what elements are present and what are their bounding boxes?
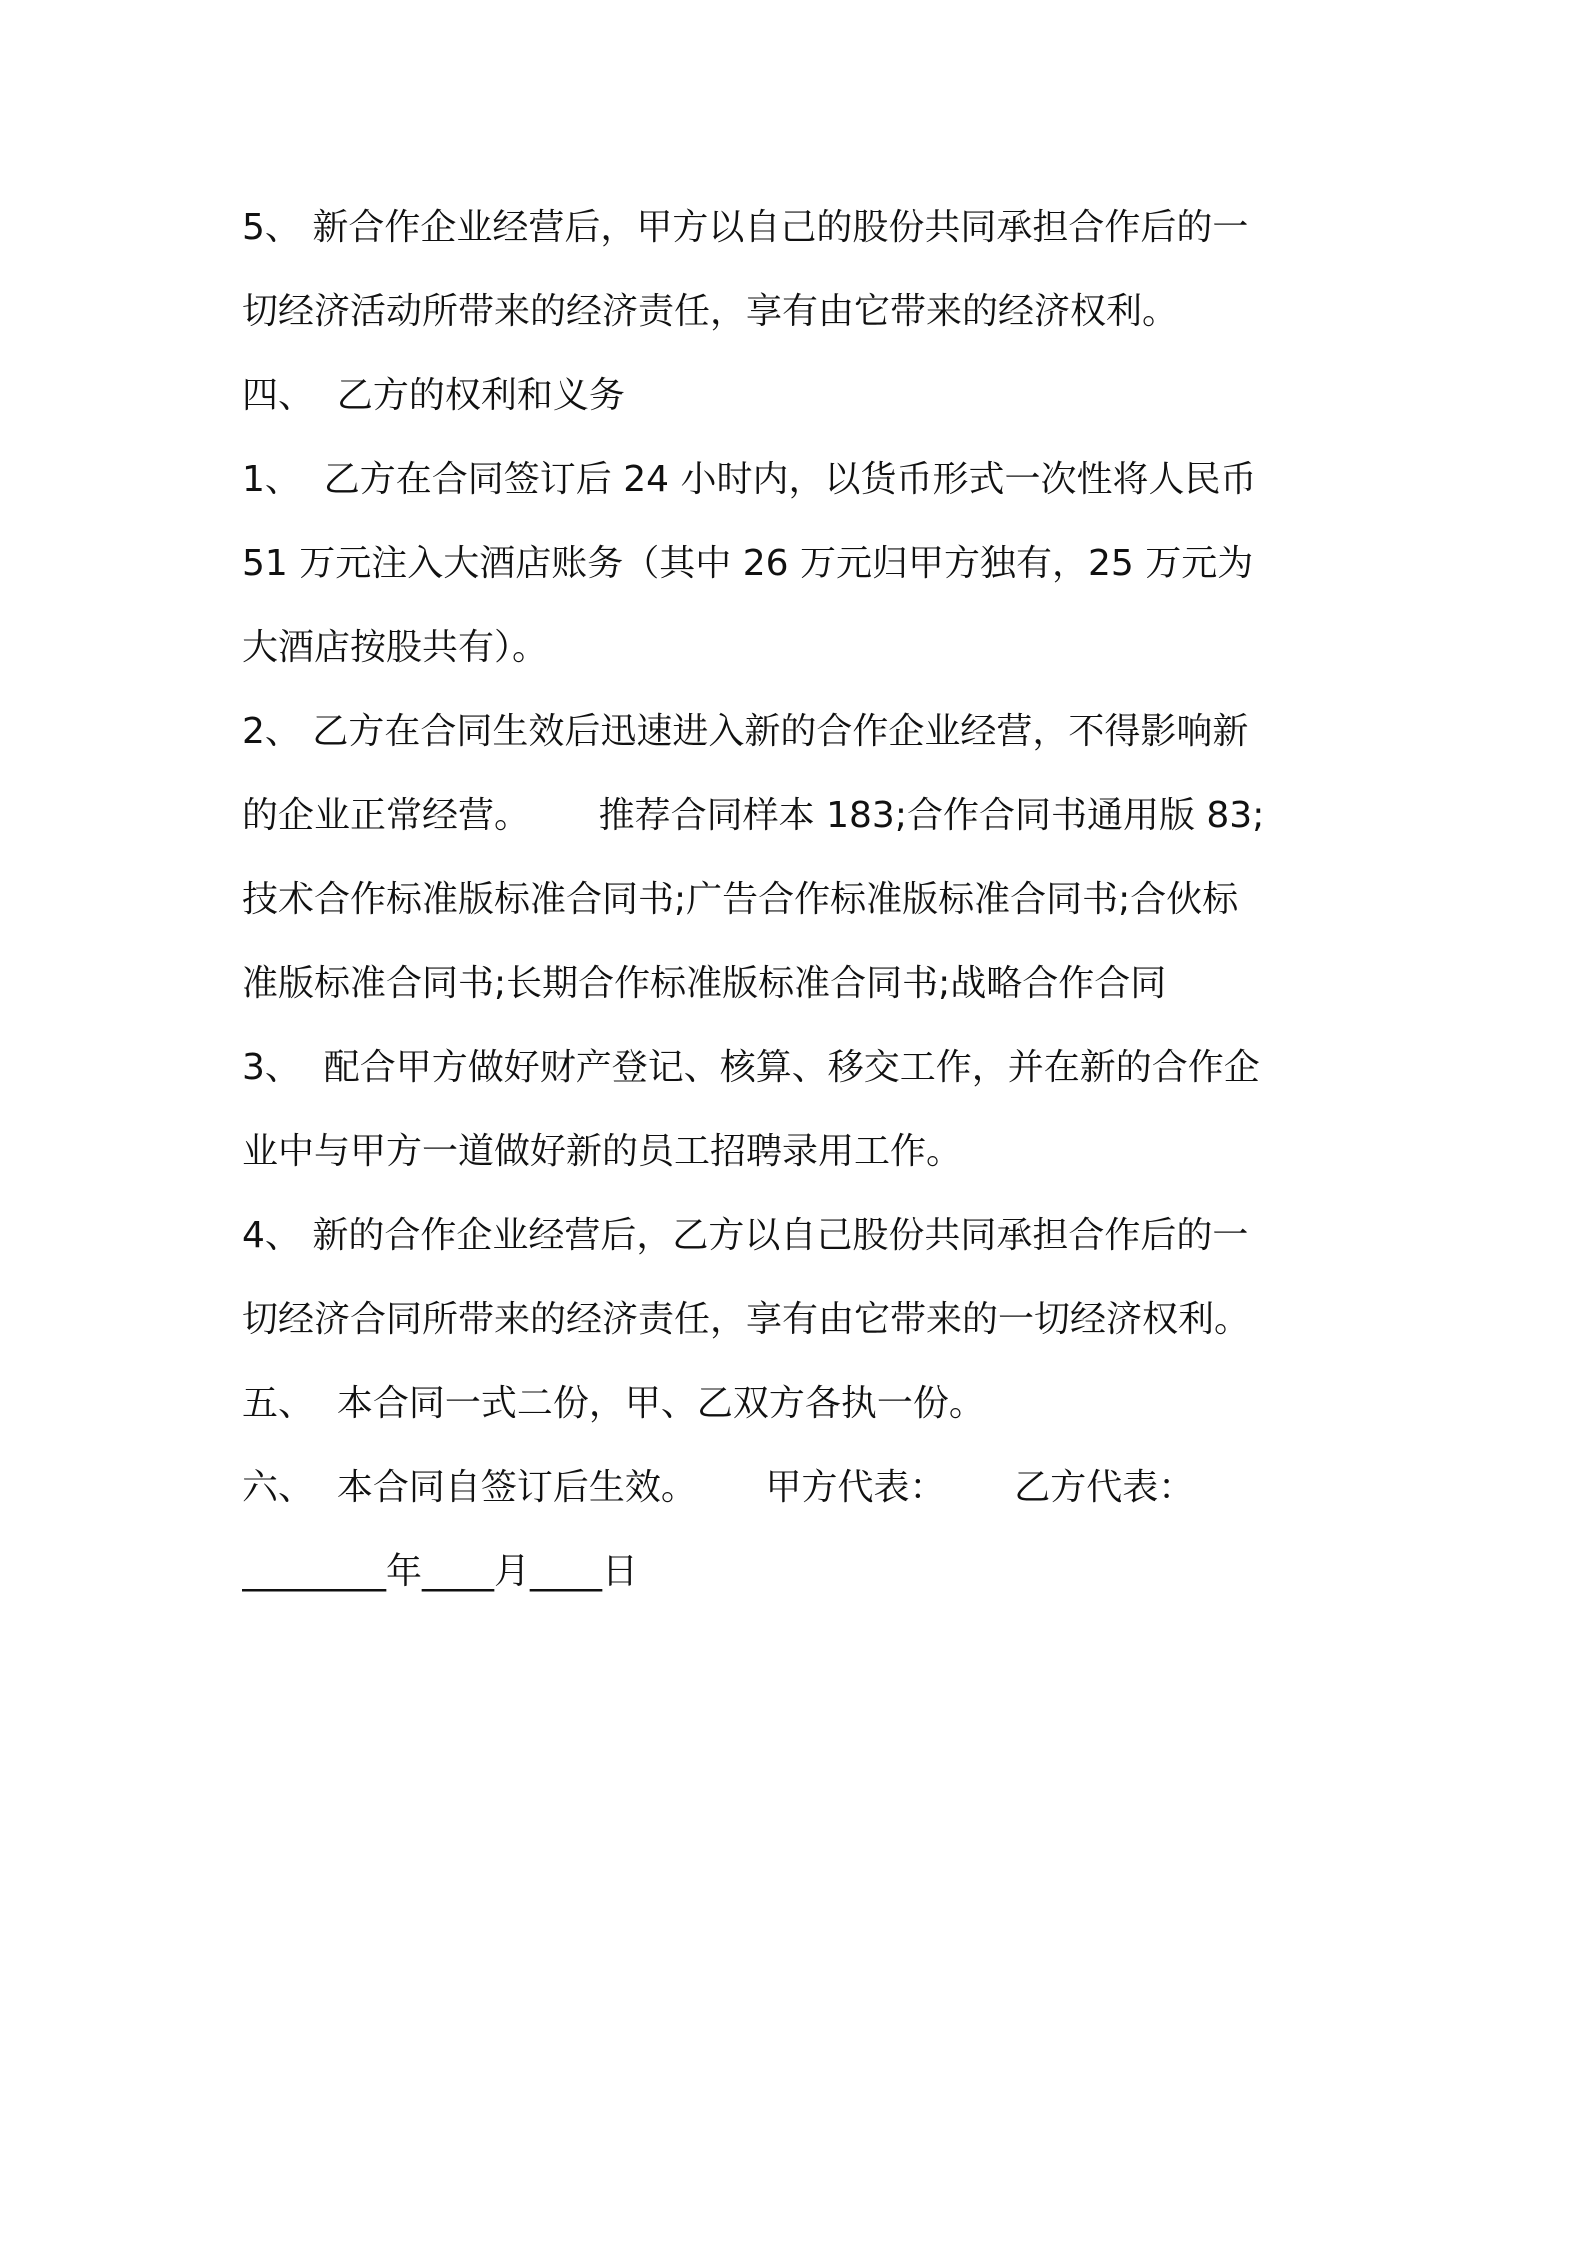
clause-b3-line-1: 3、 配合甲方做好财产登记、核算、移交工作，并在新的合作企 [242, 1047, 1260, 1088]
clause-b4-line-1: 4、 新的合作企业经营后，乙方以自己股份共同承担合作后的一 [242, 1215, 1249, 1256]
clause-b2-line-3: 技术合作标准版标准合同书;广告合作标准版标准合同书;合伙标 [242, 879, 1239, 920]
clause-5-line-1: 5、 新合作企业经营后，甲方以自己的股份共同承担合作后的一 [242, 207, 1249, 248]
clause-b2-line-2: 的企业正常经营。 推荐合同样本 183;合作合同书通用版 83; [242, 795, 1265, 836]
section-4-heading: 四、 乙方的权利和义务 [242, 375, 625, 416]
clause-b4-line-2: 切经济合同所带来的经济责任，享有由它带来的一切经济权利。 [242, 1299, 1251, 1340]
section-5-line: 五、 本合同一式二份，甲、乙双方各执一份。 [242, 1383, 985, 1424]
clause-b1-line-2: 51 万元注入大酒店账务（其中 26 万元归甲方独有，25 万元为 [242, 543, 1254, 584]
clause-b2-line-1: 2、 乙方在合同生效后迅速进入新的合作企业经营，不得影响新 [242, 711, 1249, 752]
clause-b2-line-4: 准版标准合同书;长期合作标准版标准合同书;战略合作合同 [242, 963, 1167, 1004]
clause-b3-line-2: 业中与甲方一道做好新的员工招聘录用工作。 [242, 1131, 963, 1172]
date-line: ________年____月____日 [242, 1551, 638, 1592]
section-6-signature-line: 六、 本合同自签订后生效。 甲方代表： 乙方代表： [242, 1467, 1195, 1508]
clause-b1-line-1: 1、 乙方在合同签订后 24 小时内，以货币形式一次性将人民币 [242, 459, 1257, 500]
clause-5-line-2: 切经济活动所带来的经济责任，享有由它带来的经济权利。 [242, 291, 1179, 332]
clause-b1-line-3: 大酒店按股共有）。 [242, 627, 549, 668]
